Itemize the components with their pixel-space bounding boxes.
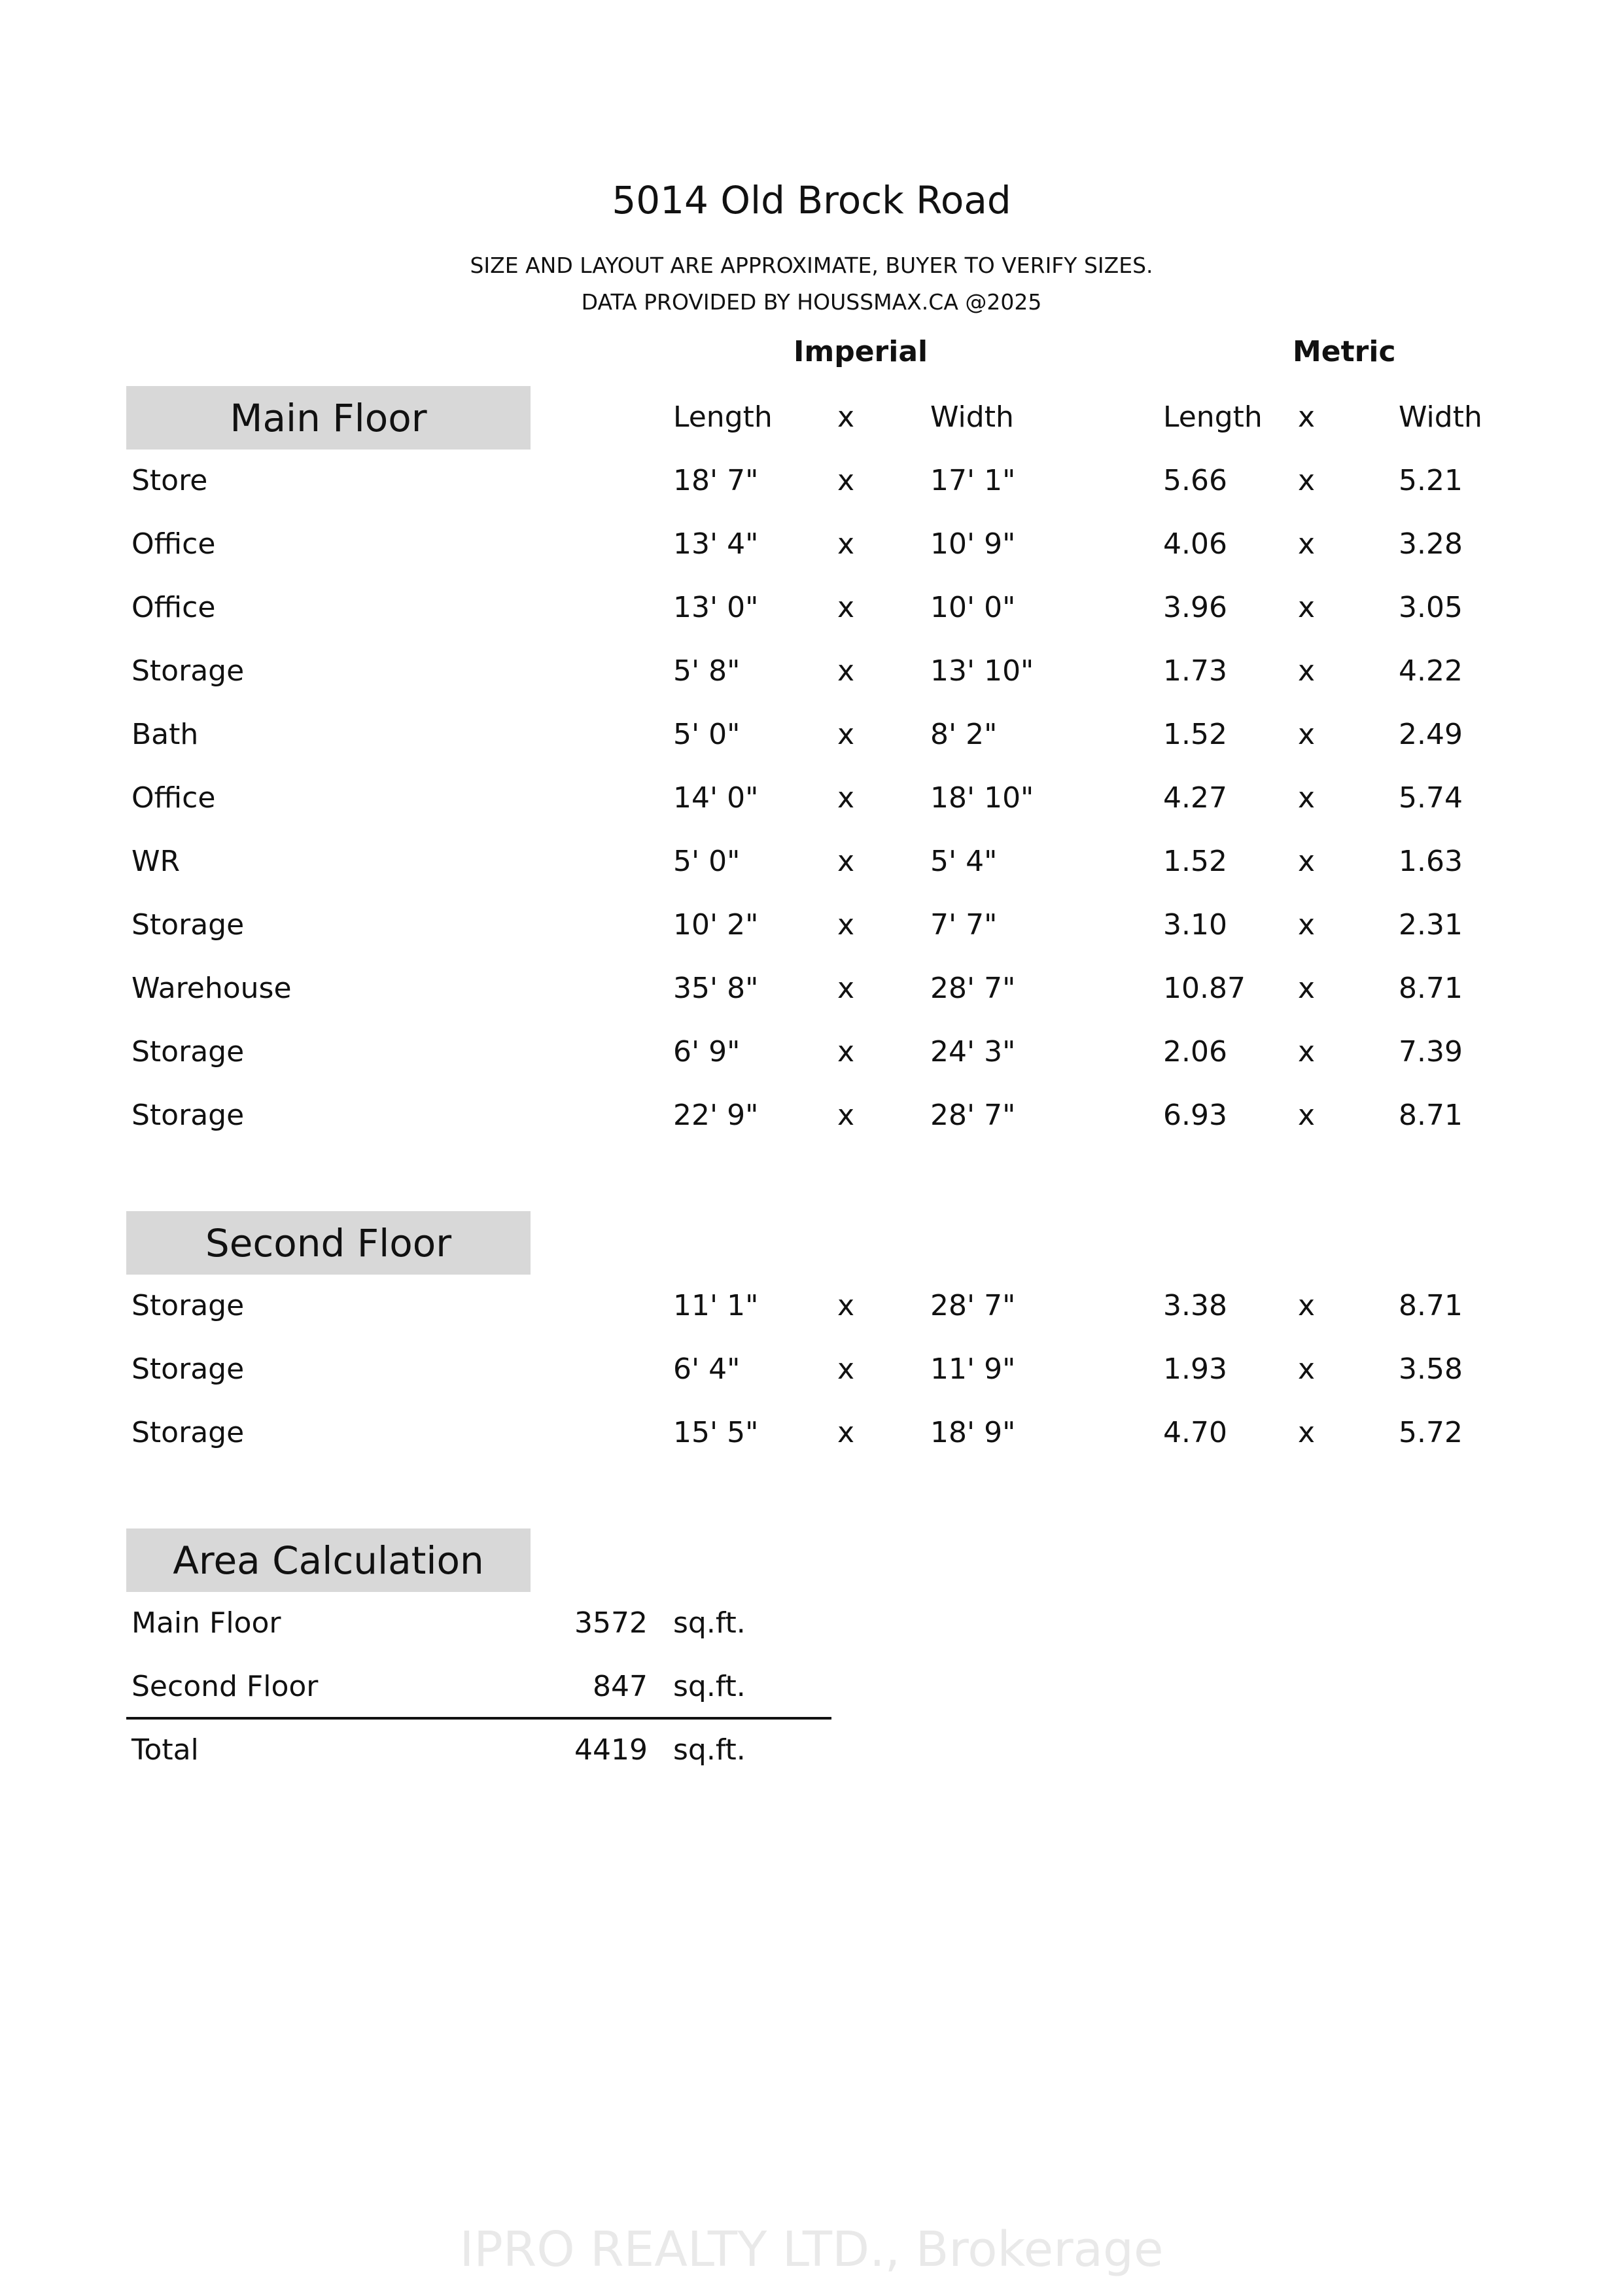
total-label: Total [131, 1733, 199, 1767]
room-row [0, 703, 1623, 767]
area-unit: sq.ft. [673, 1606, 746, 1640]
imperial-x: x [837, 464, 855, 497]
area-name: Main Floor [131, 1606, 281, 1640]
metric-x: x [1298, 908, 1316, 942]
area-row-total [0, 1719, 1623, 1782]
metric-x: x [1298, 527, 1316, 561]
room-name: Office [131, 527, 216, 561]
room-row [0, 450, 1623, 513]
metric-length: 4.06 [1163, 527, 1227, 561]
imperial-width: 24' 3" [930, 1035, 1016, 1069]
metric-width: 2.49 [1399, 718, 1463, 751]
metric-x: x [1298, 654, 1316, 688]
total-unit: sq.ft. [673, 1733, 746, 1767]
metric-width: 5.21 [1399, 464, 1463, 497]
room-name: Storage [131, 1035, 245, 1069]
metric-x: x [1298, 591, 1316, 624]
metric-x: x [1298, 1416, 1316, 1449]
metric-width: 8.71 [1399, 1099, 1463, 1132]
metric-length: 2.06 [1163, 1035, 1227, 1069]
room-name: Storage [131, 1099, 245, 1132]
imperial-width: 18' 10" [930, 781, 1034, 815]
room-row [0, 1275, 1623, 1338]
imperial-width: 5' 4" [930, 845, 998, 878]
metric-x-header: x [1298, 400, 1316, 434]
metric-length: 3.38 [1163, 1289, 1227, 1322]
metric-width: 8.71 [1399, 972, 1463, 1005]
document-title: 5014 Old Brock Road [612, 178, 1011, 222]
room-row [0, 894, 1623, 957]
metric-width-header: Width [1399, 400, 1482, 434]
imperial-width: 11' 9" [930, 1352, 1016, 1386]
metric-length: 1.73 [1163, 654, 1227, 688]
area-row-second-floor [0, 1655, 1623, 1719]
room-row [0, 830, 1623, 894]
room-name: Office [131, 781, 216, 815]
room-row [0, 576, 1623, 640]
imperial-length: 5' 8" [673, 654, 741, 688]
second-floor-header: Second Floor [126, 1211, 531, 1275]
metric-x: x [1298, 781, 1316, 815]
area-row-main-floor [0, 1592, 1623, 1655]
imperial-length: 6' 4" [673, 1352, 741, 1386]
imperial-length: 15' 5" [673, 1416, 759, 1449]
area-name: Second Floor [131, 1670, 319, 1703]
room-row [0, 767, 1623, 830]
metric-x: x [1298, 718, 1316, 751]
imperial-x: x [837, 908, 855, 942]
metric-width: 3.05 [1399, 591, 1463, 624]
metric-width: 1.63 [1399, 845, 1463, 878]
imperial-x: x [837, 654, 855, 688]
metric-width: 5.72 [1399, 1416, 1463, 1449]
metric-x: x [1298, 1099, 1316, 1132]
metric-length: 5.66 [1163, 464, 1227, 497]
metric-heading: Metric [1293, 335, 1396, 368]
room-name: Store [131, 464, 208, 497]
metric-x: x [1298, 1289, 1316, 1322]
imperial-length: 13' 4" [673, 527, 759, 561]
metric-length: 4.70 [1163, 1416, 1227, 1449]
room-name: Storage [131, 1289, 245, 1322]
room-row [0, 957, 1623, 1021]
metric-width: 4.22 [1399, 654, 1463, 688]
imperial-width: 17' 1" [930, 464, 1016, 497]
metric-length: 3.10 [1163, 908, 1227, 942]
imperial-width: 7' 7" [930, 908, 998, 942]
metric-x: x [1298, 1035, 1316, 1069]
imperial-width: 10' 0" [930, 591, 1016, 624]
metric-length: 10.87 [1163, 972, 1246, 1005]
room-row [0, 1021, 1623, 1084]
room-name: Office [131, 591, 216, 624]
room-row [0, 513, 1623, 576]
metric-x: x [1298, 972, 1316, 1005]
imperial-length: 13' 0" [673, 591, 759, 624]
metric-width: 3.28 [1399, 527, 1463, 561]
imperial-x-header: x [837, 400, 855, 434]
total-value: 4419 [574, 1733, 648, 1767]
room-name: Storage [131, 908, 245, 942]
imperial-x: x [837, 1352, 855, 1386]
imperial-x: x [837, 845, 855, 878]
imperial-length: 22' 9" [673, 1099, 759, 1132]
column-header-row [0, 386, 1623, 450]
room-name: Storage [131, 1416, 245, 1449]
imperial-width: 18' 9" [930, 1416, 1016, 1449]
metric-x: x [1298, 464, 1316, 497]
credit-text: DATA PROVIDED BY HOUSSMAX.CA @2025 [581, 289, 1042, 315]
imperial-length: 6' 9" [673, 1035, 741, 1069]
metric-length: 1.93 [1163, 1352, 1227, 1386]
metric-width: 3.58 [1399, 1352, 1463, 1386]
imperial-width: 28' 7" [930, 1099, 1016, 1132]
main-floor-header: Main Floor [126, 386, 531, 450]
imperial-x: x [837, 781, 855, 815]
room-row [0, 1084, 1623, 1148]
metric-length: 1.52 [1163, 845, 1227, 878]
imperial-x: x [837, 527, 855, 561]
room-name: Warehouse [131, 972, 292, 1005]
imperial-width: 10' 9" [930, 527, 1016, 561]
imperial-x: x [837, 718, 855, 751]
imperial-length-header: Length [673, 400, 773, 434]
imperial-x: x [837, 1416, 855, 1449]
imperial-x: x [837, 1035, 855, 1069]
metric-width: 5.74 [1399, 781, 1463, 815]
metric-length: 6.93 [1163, 1099, 1227, 1132]
imperial-width: 13' 10" [930, 654, 1034, 688]
area-value: 3572 [574, 1606, 648, 1640]
room-name: WR [131, 845, 181, 878]
imperial-width: 28' 7" [930, 1289, 1016, 1322]
metric-length: 3.96 [1163, 591, 1227, 624]
metric-length: 1.52 [1163, 718, 1227, 751]
metric-width: 8.71 [1399, 1289, 1463, 1322]
brokerage-watermark: IPRO REALTY LTD., Brokerage [459, 2221, 1164, 2278]
imperial-heading: Imperial [794, 335, 928, 368]
imperial-x: x [837, 591, 855, 624]
room-name: Storage [131, 654, 245, 688]
room-row [0, 640, 1623, 703]
imperial-width-header: Width [930, 400, 1014, 434]
imperial-width: 8' 2" [930, 718, 998, 751]
imperial-x: x [837, 1289, 855, 1322]
imperial-length: 11' 1" [673, 1289, 759, 1322]
metric-length: 4.27 [1163, 781, 1227, 815]
metric-width: 2.31 [1399, 908, 1463, 942]
imperial-length: 35' 8" [673, 972, 759, 1005]
metric-length-header: Length [1163, 400, 1263, 434]
metric-width: 7.39 [1399, 1035, 1463, 1069]
room-row [0, 1338, 1623, 1402]
area-unit: sq.ft. [673, 1670, 746, 1703]
metric-x: x [1298, 845, 1316, 878]
area-value: 847 [593, 1670, 648, 1703]
imperial-width: 28' 7" [930, 972, 1016, 1005]
imperial-x: x [837, 972, 855, 1005]
imperial-length: 14' 0" [673, 781, 759, 815]
room-name: Storage [131, 1352, 245, 1386]
imperial-length: 10' 2" [673, 908, 759, 942]
room-row [0, 1402, 1623, 1465]
disclaimer-text: SIZE AND LAYOUT ARE APPROXIMATE, BUYER TO VERIFY SIZES. [470, 253, 1153, 278]
area-calculation-header: Area Calculation [126, 1528, 531, 1592]
imperial-length: 5' 0" [673, 845, 741, 878]
imperial-x: x [837, 1099, 855, 1132]
imperial-length: 18' 7" [673, 464, 759, 497]
metric-x: x [1298, 1352, 1316, 1386]
room-name: Bath [131, 718, 199, 751]
imperial-length: 5' 0" [673, 718, 741, 751]
